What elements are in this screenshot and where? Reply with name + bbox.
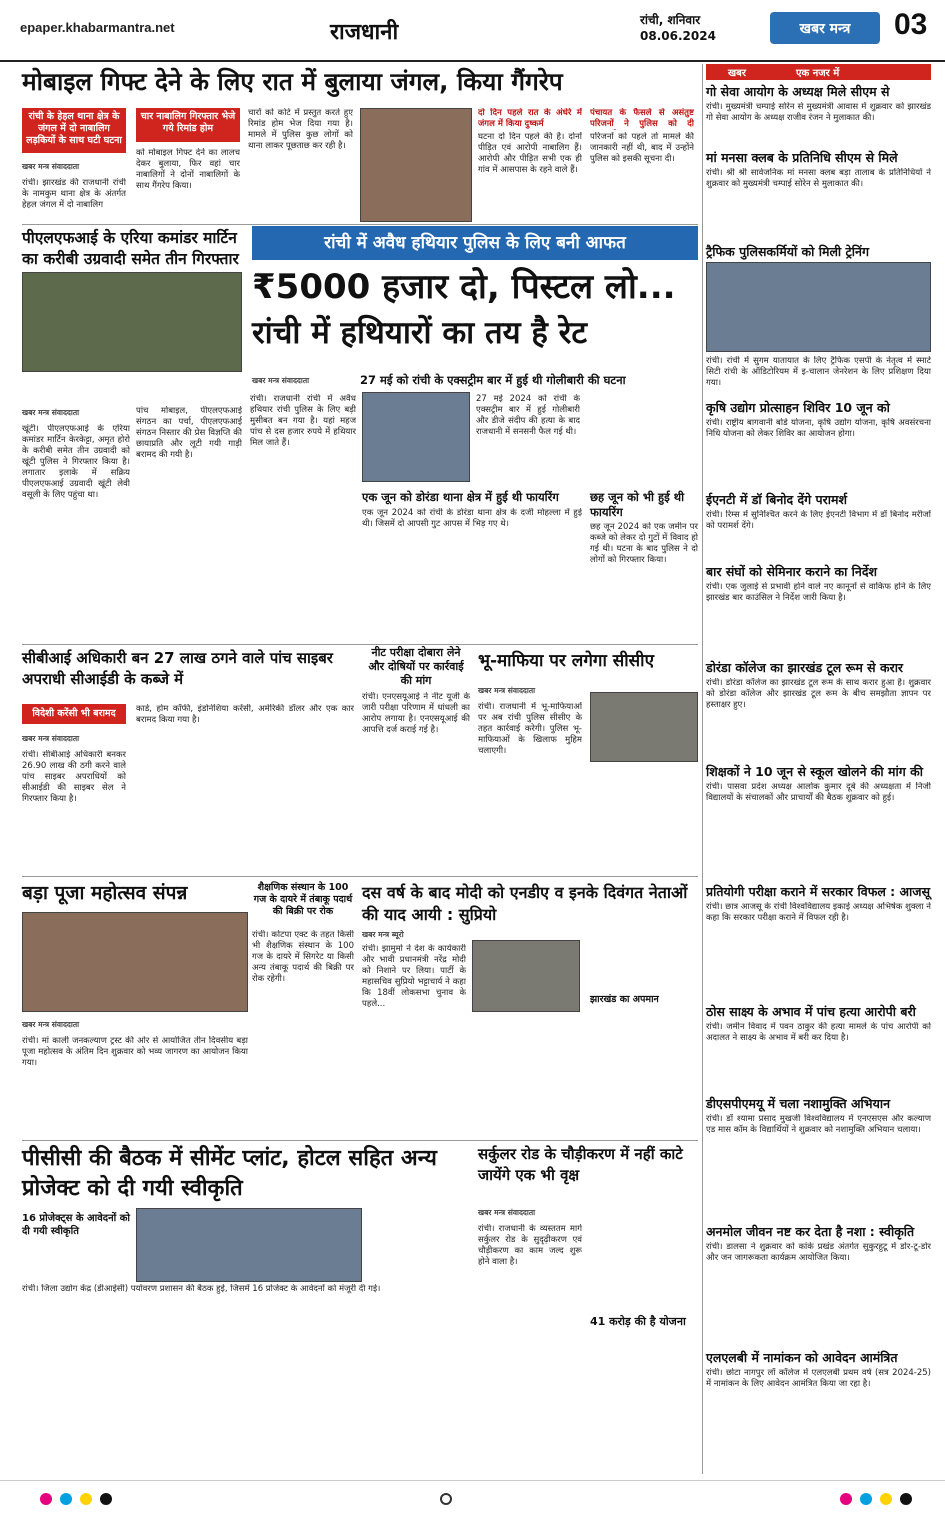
rule-4 (22, 1140, 698, 1141)
modi-headline: दस वर्ष के बाद मोदी को एनडीए व इनके दिवंगत नेताओं की याद आयी : सुप्रियो (362, 883, 688, 924)
lead-body-1: रांची। झारखंड की राजधानी रांची के नामकुम थाना क्षेत्र के अंतर्गत हेहल जंगल में दो नाबालिग (22, 178, 126, 210)
cbi-redtag: विदेशी करेंसी भी बरामद (22, 704, 126, 724)
banner-headline-2: रांची में हथियारों का तय है रेट (252, 315, 587, 351)
sidebar-body-11: रांची। डालसा ने शुक्रवार को कांके प्रखंड अंतर्गत सुकुरहुटू में डोर-टू-डोर और जन जागरूकता कार्यक्रम आयोजित किया। (706, 1242, 931, 1263)
modi-sub: झारखंड का अपमान (590, 994, 659, 1005)
sidebar-divider (702, 64, 703, 1474)
supriyo-photo (472, 940, 580, 1012)
sidebar-title-11: अनमोल जीवन नष्ट कर देता है नशा : स्वीकृति (706, 1224, 915, 1239)
footer-dot-4 (100, 1493, 112, 1505)
banner-body-4: छह जून 2024 को एक जमीन पर कब्जे को लेकर दो गुटों में विवाद हो गई थी। घटना के बाद पुलिस ने दो लोगों को गिरफ्तार किया। (590, 522, 698, 565)
registration-mark-icon (440, 1493, 452, 1505)
modi-body: रांची। झामुमो ने देश के कार्यकारी और भावी प्रधानमंत्री नरेंद्र मोदी को निशाने पर लिया। पार्टी के महासचिव सुप्रियो भट्टाचार्य ने कहा कि 18वीं लोकसभा चुनाव के पहले... (362, 944, 466, 1009)
sidebar-body-1: रांची। श्री श्री सार्वजनिक मां मनसा क्लब बड़ा तालाब के प्रतिनिधियों ने शुक्रवार को मुख्यमंत्री चम्पाई सोरेन से मुलाकात की। (706, 168, 931, 189)
sidebar-title-4: ईएनटी में डॉ बिनोद देंगे परामर्श (706, 492, 847, 507)
plfi-body: खूंटी। पीएलएफआई के एरिया कमांडर मार्टिन केरकेट्टा, अमृत होरो के करीबी समेत तीन उग्रवादी को खूंटी पुलिस ने गिरफ्तार किया है। लगातार इलाके में सक्रिय पीएलएफआई उग्रवादी खूंटी लेवी वसूली के लिए पहुंचा था। (22, 424, 130, 500)
banner-kicker: रांची में अवैध हथियार पुलिस के लिए बनी आफत (252, 226, 698, 260)
footer-dot-2 (60, 1493, 72, 1505)
lead-quote-1: दो दिन पहले रात के अंधेरे में जंगल में किया दुष्कर्म (478, 108, 582, 129)
cbi-body: रांची। सीबीआई अधिकारी बनकर 26.90 लाख की ठगी करने वाले पांच साइबर अपराधियों को सीआईडी की साइबर सेल ने गिरफ्तार किया है। (22, 750, 126, 804)
sidebar-title-6: डोरंडा कॉलेज का झारखंड टूल रूम से करार (706, 660, 904, 675)
sidebar-tagbar (706, 64, 931, 80)
sidebar-title-10: डीएसपीएमयू में चला नशामुक्ति अभियान (706, 1096, 891, 1111)
plfi-byline: खबर मन्त्र संवाददाता (22, 408, 80, 417)
dateline (640, 12, 716, 44)
neet-headline: नीट परीक्षा दोबारा लेने और दोषियों पर कार्रवाई की मांग (368, 646, 464, 687)
sidebar-title-0: गो सेवा आयोग के अध्यक्ष मिले सीएम से (706, 84, 890, 99)
banner-sub-3: छह जून को भी हुई थी फायरिंग (590, 490, 685, 519)
plfi-headline: पीएलएफआई के एरिया कमांडर मार्टिन का करीबी उग्रवादी समेत तीन गिरफ्तार (22, 229, 239, 268)
banner-sub: 27 मई को रांची के एक्सट्रीम बार में हुई थी गोलीबारी की घटना (360, 373, 626, 387)
banner-body-3: एक जून 2024 को रांची के डोरंडा थाना क्षेत्र के दर्जी मोहल्ला में हुई थी। जिसमें दो आपसी गुट आपस में भिड़ गए थे। (362, 508, 582, 529)
sidebar-tag-2: एक नजर में (796, 68, 840, 79)
lead-body-2: को मोबाइल गिफ्ट देने का लालच देकर बुलाया, फिर वहां चार नाबालिगों ने दोनों नाबालिगों के साथ गैंगरेप किया। (136, 148, 240, 191)
sidebar-title-8: प्रतियोगी परीक्षा कराने में सरकार विफल : आजसू (706, 884, 931, 899)
sidebar-body-8: रांची। छात्र आजसू के रांची विश्वविद्यालय इकाई अध्यक्ष अभिषेक शुक्ला ने कहा कि सरकार परीक्षा कराने में विफल रही है। (706, 902, 931, 923)
pcc-sub: 16 प्रोजेक्ट्स के आवेदनों को दी गयी स्वीकृति (22, 1213, 130, 1237)
circular-sub: 41 करोड़ की है योजना (590, 1315, 686, 1328)
city-day: रांची, शनिवार (640, 13, 701, 27)
page-number: 03 (894, 8, 928, 41)
circular-byline: खबर मन्त्र संवाददाता (478, 1208, 536, 1217)
modi-byline: खबर मन्त्र ब्यूरो (362, 930, 404, 939)
banner-byline: खबर मन्त्र संवाददाता (252, 376, 310, 385)
sidebar-body-10: रांची। डॉ श्यामा प्रसाद मुखर्जी विश्वविद्यालय में एनएसएस और कल्याण एड मास कॉम के विद्यार्थियों ने शुक्रवार को नशामुक्ति अभियान चलाया। (706, 1114, 931, 1135)
sidebar-title-2: ट्रैफिक पुलिसकर्मियों को मिली ट्रेनिंग (706, 244, 870, 259)
bhoo-byline: खबर मन्त्र संवाददाता (478, 686, 536, 695)
sidebar-body-12: रांची। छोटा नागपुर लॉ कॉलेज में एलएलबी प्रथम वर्ष (सत्र 2024-25) में नामांकन के लिए आवेदन आमंत्रित किया जा रहा है। (706, 1368, 931, 1389)
footer-dot-6 (860, 1493, 872, 1505)
sidebar-body-2: रांची। रांची में सुगम यातायात के लिए ट्रैफिक एसपी के नेतृत्व में स्मार्ट सिटी रांची के ऑडिटोरियम में इ-चालान जेनरेशन के लिए प्रशिक्षण दिया गया। (706, 356, 931, 388)
sidebar-body-9: रांची। जमीन विवाद में पवन ठाकुर की हत्या मामले के पांच आरोपी को अदालत ने साक्ष्य के अभाव में बरी कर दिया है। (706, 1022, 931, 1043)
pcc-photo (136, 1208, 362, 1282)
school-body: रांची। कोटपा एक्ट के तहत किसी भी शैक्षणिक संस्थान के 100 गज के दायरे में सिगरेट या किसी अन्य तंबाकू पदार्थ की बिक्री पर रोक रहेगी। (252, 930, 354, 984)
lead-body-4: घटना दो दिन पहले की है। दोनों पीड़ित एवं आरोपी नाबालिग हैं। आरोपी और पीड़ित सभी एक ही गांव में आसपास के रहने वाले हैं। (478, 132, 582, 175)
circular-body: रांची। राजधानी के व्यस्ततम मार्ग सर्कुलर रोड के सुदृढ़ीकरण एवं चौड़ीकरण का काम जल्द शुरू होने वाला है। (478, 1224, 582, 1267)
rule-3 (22, 876, 698, 877)
sidebar-body-7: रांची। पासवा प्रदेश अध्यक्ष आलोक कुमार दूबे की अध्यक्षता में निजी विद्यालयों के संचालकों और प्राचार्यों की बैठक शुक्रवार को हुई। (706, 782, 931, 803)
sidebar-title-9: ठोस साक्ष्य के अभाव में पांच हत्या आरोपी बरी (706, 1004, 916, 1019)
sidebar-title-3: कृषि उद्योग प्रोत्साहन शिविर 10 जून को (706, 400, 890, 415)
banner-body: रांची। राजधानी रांची में अवैध हथियार रांची पुलिस के लिए बड़ी मुसीबत बन गया है। यहां महज पांच से दस हजार रुपये में हथियार मिल जाते हैं। (250, 394, 356, 448)
section-title: राजधानी (330, 20, 399, 45)
footer-dot-3 (80, 1493, 92, 1505)
sidebar-title-5: बार संघों को सेमिनार कराने का निर्देश (706, 564, 877, 579)
sidebar-body-5: रांची। एक जुलाई से प्रभावी होने वाले नए कानूनों से वाकिफ होने के लिए झारखंड बार काउंसिल ने निर्देश जारी किया है। (706, 582, 931, 603)
puja-photo (22, 912, 248, 1012)
lead-byline: खबर मन्त्र संवाददाता (22, 162, 80, 171)
lead-body-5: परिजनों को पहले तो मामले की जानकारी नहीं थी, बाद में उन्होंने पुलिस को इसकी सूचना दी। (590, 132, 694, 164)
circular-headline: सर्कुलर रोड के चौड़ीकरण में नहीं काटे जायेंगे एक भी वृक्ष (478, 1145, 683, 1184)
cbi-body-2: कार्ड, होम कॉफी, इंडोनेशिया करेंसी, अमेरिकी डॉलर और एक कार बरामद किया गया है। (136, 704, 354, 725)
sidebar-body-0: रांची। मुख्यमंत्री चम्पाई सोरेन से मुख्यमंत्री आवास में शुक्रवार को झारखंड गो सेवा आयोग के अध्यक्ष राजीव रंजन ने मुलाकात की। (706, 102, 931, 123)
bhoo-headline: भू-माफिया पर लगेगा सीसीए (478, 651, 654, 671)
lead-headline: मोबाइल गिफ्ट देने के लिए रात में बुलाया जंगल, किया गैंगरेप (22, 67, 563, 96)
footer-dot-8 (900, 1493, 912, 1505)
bhoo-photo (590, 692, 698, 762)
brand-logo (770, 12, 880, 44)
puja-byline: खबर मन्त्र संवाददाता (22, 1020, 80, 1029)
cbi-headline: सीबीआई अधिकारी बन 27 लाख ठगने वाले पांच साइबर अपराधी सीआईडी के कब्जे में (22, 649, 333, 688)
neet-body: रांची। एनएसयूआई ने नीट यूजी के जारी परीक्षा परिणाम में धांधली का आरोप लगाया है। एनएसयूआई की आपत्ति दर्ज कराई गई है। (362, 692, 470, 735)
brand-name: खबर मन्त्र (799, 20, 851, 37)
school-headline: शैक्षणिक संस्थान के 100 गज के दायरे में तंबाकू पदार्थ की बिक्री पर रोक (253, 882, 353, 917)
rule-2 (22, 644, 698, 645)
puja-body: रांची। मां काली जनकल्याण ट्रस्ट की ओर से आयोजित तीन दिवसीय बड़ा पूजा महोत्सव के अंतिम दिन शुक्रवार को भव्य जागरण का आयोजन किया गया। (22, 1036, 248, 1068)
lead-body-3: चारों को कोर्ट में प्रस्तुत करते हुए रिमांड होम भेज दिया गया है। मामले में पुलिस कुछ लोगों को थाना लाकर पूछताछ कर रही है। (248, 108, 353, 151)
footer-dot-1 (40, 1493, 52, 1505)
page-footer (0, 1480, 945, 1517)
pistol-photo (362, 392, 470, 482)
sidebar-title-1: मां मनसा क्लब के प्रतिनिधि सीएम से मिले (706, 150, 898, 165)
rule-1 (22, 224, 698, 225)
pcc-headline: पीसीसी की बैठक में सीमेंट प्लांट, होटल सहित अन्य प्रोजेक्ट को दी गयी स्वीकृति (22, 1146, 437, 1201)
page-header (0, 0, 945, 62)
sidebar-body-4: रांची। रिम्स में सुनिश्चित करने के लिए ईएनटी विभाग में डॉ बिनोद मरीजों को परामर्श देंगे। (706, 510, 931, 531)
sidebar-title-7: शिक्षकों ने 10 जून से स्कूल खोलने की मांग की (706, 764, 923, 779)
lead-box-2: चार नाबालिग गिरफ्तार भेजे गये रिमांड होम (136, 108, 240, 142)
sidebar-body-3: रांची। राष्ट्रीय बागवानी बोर्ड योजना, कृषि उद्योग योजना, कृषि अवसंरचना निधि योजना को लेकर शिविर का आयोजन होगा। (706, 418, 931, 439)
banner-headline-1: ₹5000 हजार दो, पिस्टल लो... (252, 267, 676, 307)
lead-quote-2: पंचायत के फैसले से असंतुष्ट परिजनों ने पुलिस को दी (590, 108, 694, 129)
training-photo (706, 262, 931, 352)
banner-body-2: 27 मई 2024 को रांची के एक्सट्रीम बार में हुई गोलीबारी और डीजे संदीप की हत्या के बाद राजधानी में सनसनी फैल गई थी। (476, 394, 580, 437)
sidebar-body-6: रांची। डोरंडा कॉलेज का झारखंड टूल रूम के साथ करार हुआ है। शुक्रवार को डोरंडा कॉलेज और झारखंड टूल रूम के बीच समझौता ज्ञापन पर हस्ताक्षर हुए। (706, 678, 931, 710)
footer-dot-7 (880, 1493, 892, 1505)
lead-photo (360, 108, 472, 222)
banner-sub-2: एक जून को डोरंडा थाना क्षेत्र में हुई थी फायरिंग (362, 490, 559, 504)
plfi-photo (22, 272, 242, 372)
sidebar-title-12: एलएलबी में नामांकन को आवेदन आमंत्रित (706, 1350, 898, 1365)
pcc-body: रांची। जिला उद्योग केंद्र (डीआईसी) पर्यावरण प्रशासन की बैठक हुई, जिसमें 16 प्रोजेक्ट के आवेदनों को मंजूरी दी गई। (22, 1284, 381, 1294)
site-url[interactable]: epaper.khabarmantra.net (20, 20, 175, 35)
footer-dot-5 (840, 1493, 852, 1505)
lead-box-1: रांची के हेहल थाना क्षेत्र के जंगल में दो नाबालिग लड़कियों के साथ घटी घटना (22, 108, 126, 153)
cbi-byline: खबर मन्त्र संवाददाता (22, 734, 80, 743)
issue-date: 08.06.2024 (640, 29, 716, 43)
sidebar-tag-1: खबर (728, 68, 746, 79)
puja-headline: बड़ा पूजा महोत्सव संपन्न (22, 882, 188, 904)
bhoo-body: रांची। राजधानी में भू-माफियाओं पर अब रांची पुलिस सीसीए के तहत कार्रवाई करेगी। पुलिस भू-माफियाओं के खिलाफ मुहिम चलाएगी। (478, 702, 582, 756)
plfi-body-2: पांच मोबाइल, पीएलएफआई संगठन का पर्चा, पीएलएफआई संगठन निस्तार की प्रेस विज्ञप्ति की छायाप्रति और लूटी गयी गाड़ी बरामद की गयी है। (136, 406, 242, 460)
